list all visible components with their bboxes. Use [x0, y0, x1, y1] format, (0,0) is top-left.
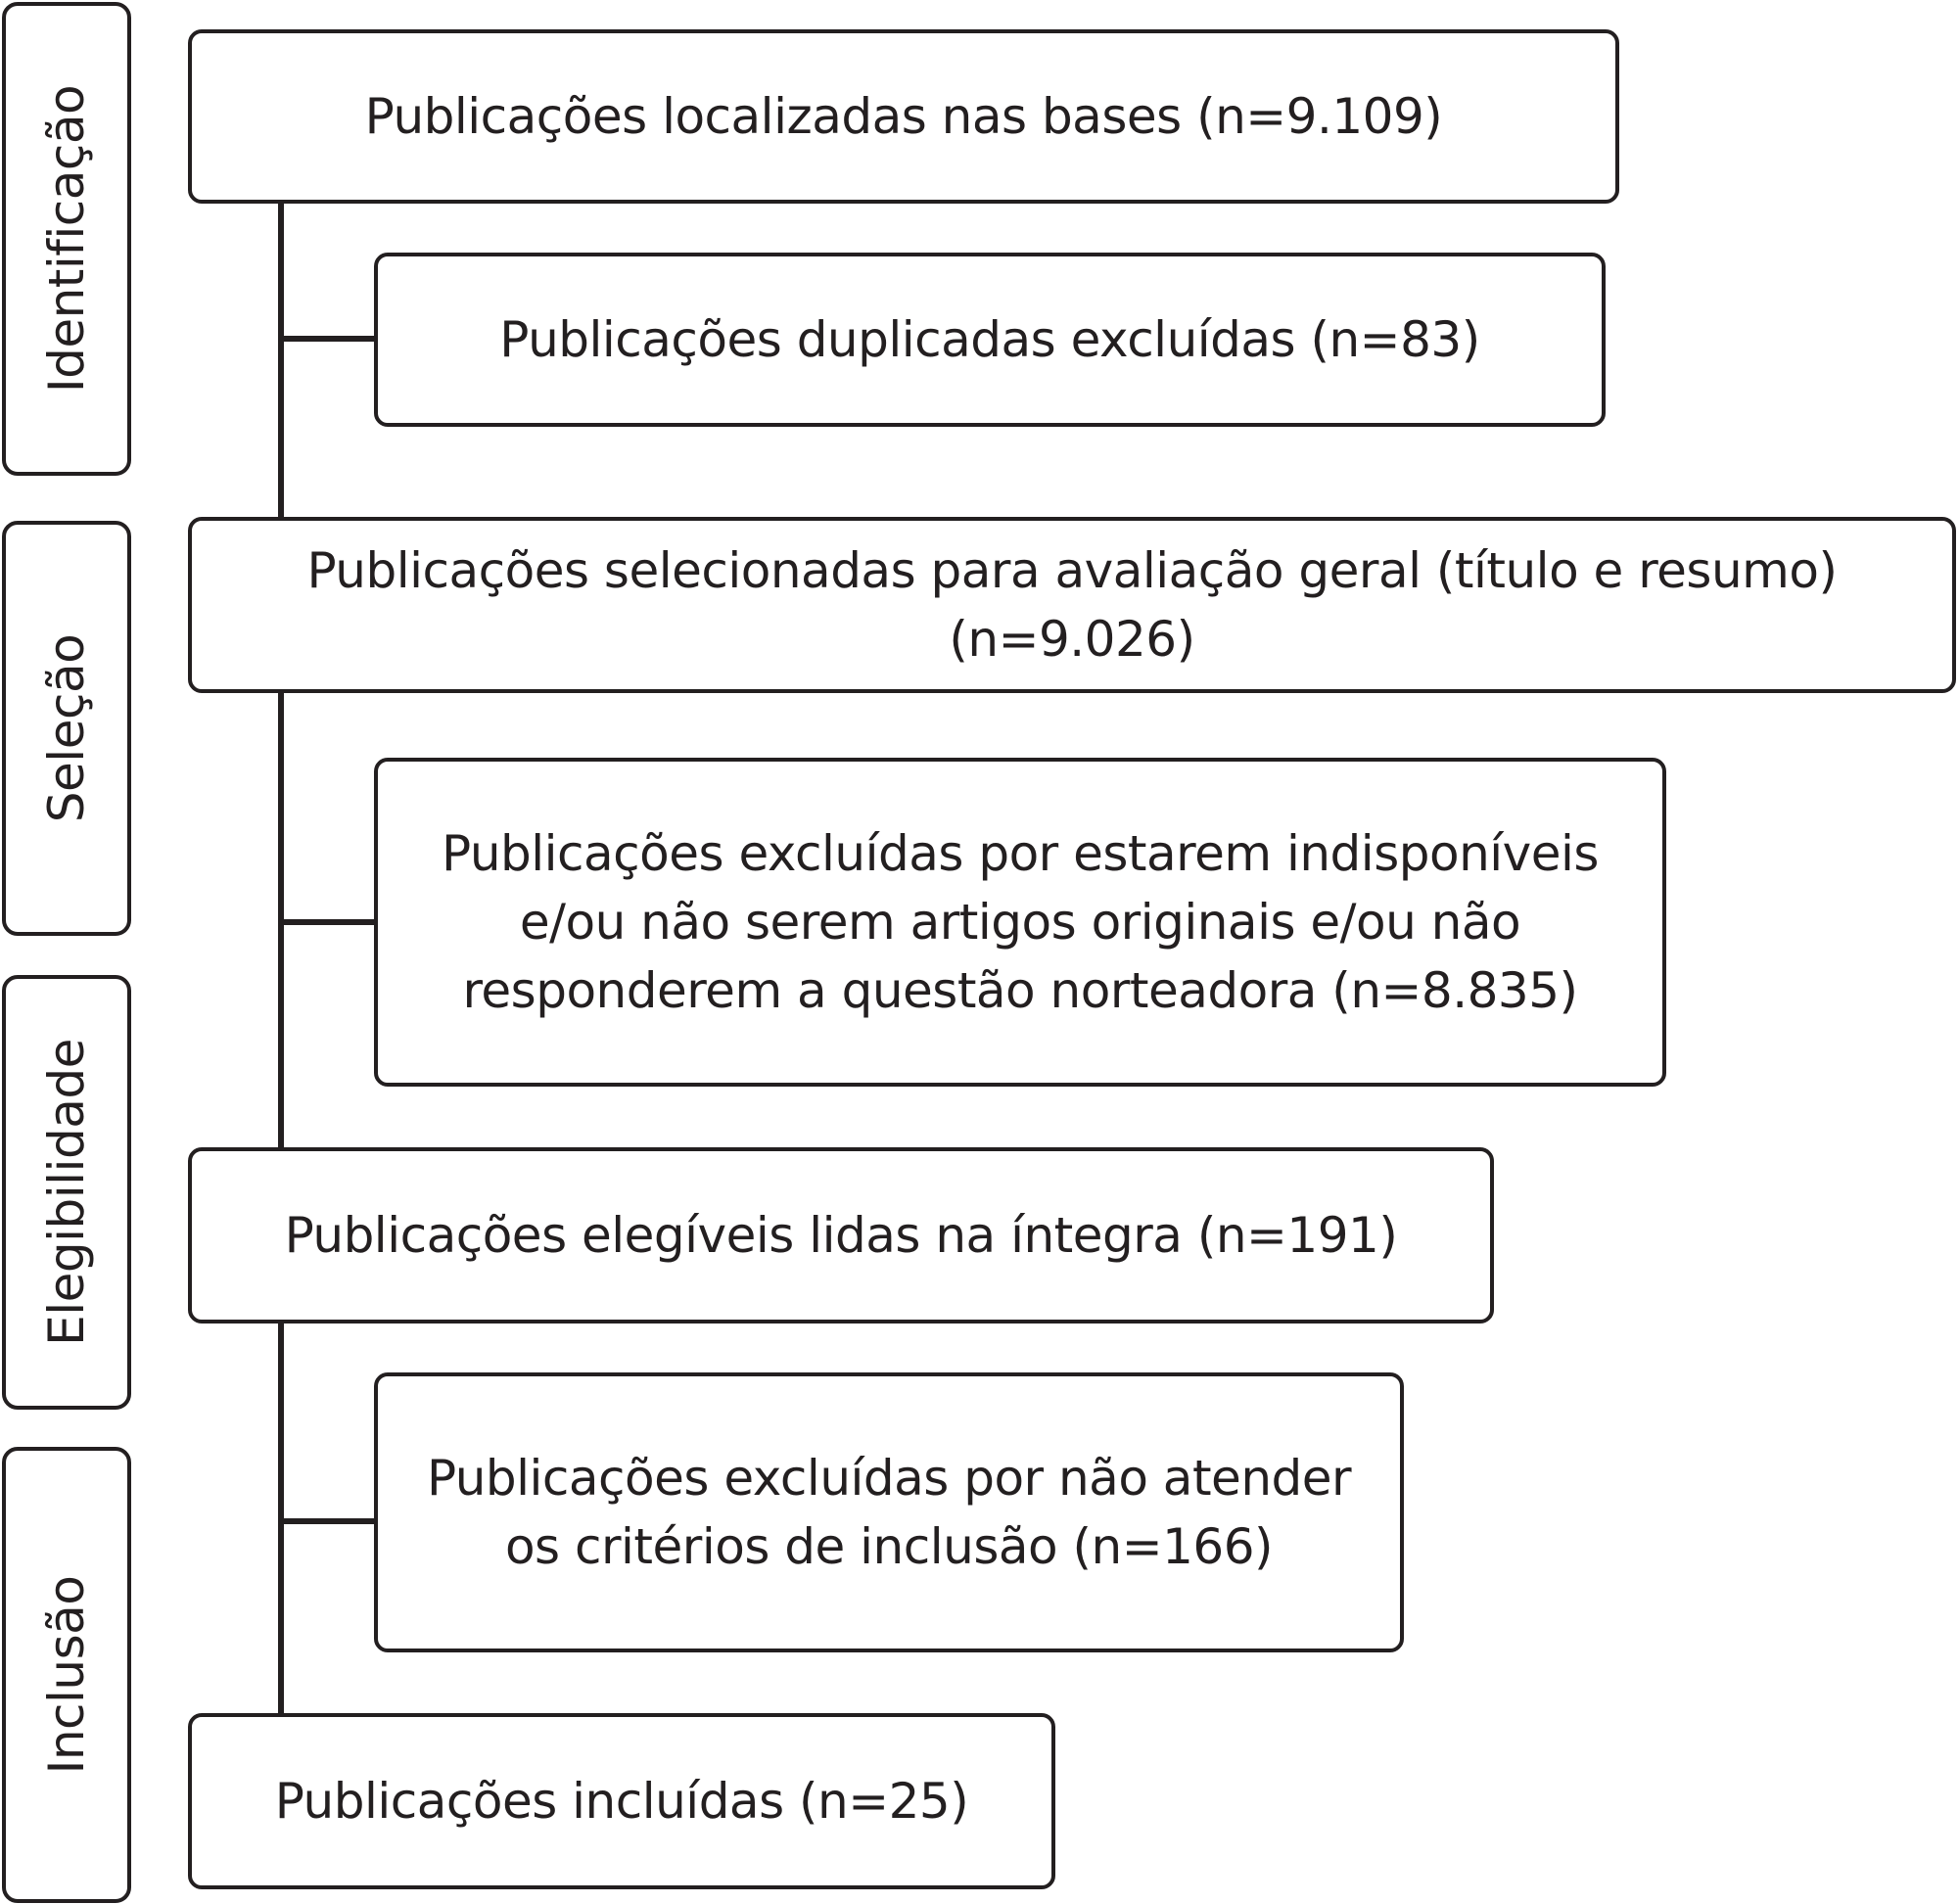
- box-screened: [188, 517, 1956, 693]
- connector-branch-unavailable: [278, 919, 376, 925]
- phase-identification-label: Identificação: [38, 84, 95, 394]
- phase-selection-label: Seleção: [38, 633, 95, 823]
- box-excluded-unavailable: [374, 758, 1666, 1087]
- box-excluded-criteria: [374, 1372, 1404, 1652]
- box-duplicates-excluded: [374, 253, 1606, 427]
- box-included: [188, 1713, 1055, 1889]
- box-located-text: Publicações localizadas nas bases (n=9.109): [364, 88, 1443, 145]
- phase-identification: [2, 2, 131, 476]
- phase-eligibility: [2, 975, 131, 1410]
- phase-selection: [2, 521, 131, 936]
- box-screened-text: Publicações selecionadas para avaliação geral (título e resumo) (n=9.026): [306, 542, 1838, 668]
- connector-vertical-1: [278, 202, 284, 521]
- box-duplicates-excluded-text: Publicações duplicadas excluídas (n=83): [499, 311, 1480, 368]
- phase-inclusion-label: Inclusão: [38, 1575, 95, 1775]
- box-included-text: Publicações incluídas (n=25): [274, 1773, 969, 1830]
- box-eligible-full-text: [188, 1147, 1494, 1324]
- phase-inclusion: [2, 1447, 131, 1903]
- box-excluded-unavailable-text: Publicações excluídas por estarem indisponíveis e/ou não serem artigos originais e/ou não responderem a questão norteadora (n=8.835): [442, 825, 1599, 1019]
- box-located: [188, 29, 1619, 204]
- phase-eligibility-label: Elegibilidade: [38, 1039, 95, 1346]
- connector-branch-duplicates: [278, 336, 376, 342]
- box-eligible-full-text-text: Publicações elegíveis lidas na íntegra (n=191): [284, 1207, 1398, 1264]
- box-excluded-criteria-text: Publicações excluídas por não atender os critérios de inclusão (n=166): [426, 1450, 1352, 1575]
- connector-branch-criteria: [278, 1518, 376, 1524]
